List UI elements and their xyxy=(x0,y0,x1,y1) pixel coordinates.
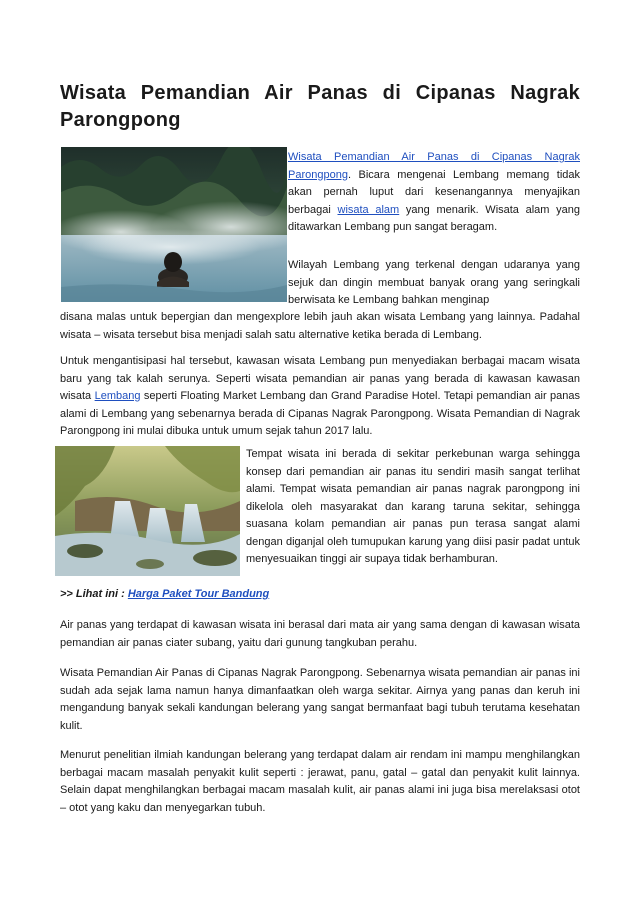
paragraph-new-attractions: Untuk mengantisipasi hal tersebut, kawasan wisata Lembang pun menyediakan berbagai macam wisata baru yang tak kalah serunya. Seperti wisata pemandian air panas yang berada di kawasan kawasan wisata Lembang seperti Floating Market Lembang dan Grand Paradise Hotel. Tetapi pemandian air panas alami di Lembang yang sebenarnya berada di Cipanas Nagrak Parongpong. Wisata Pemandian di Nagrak Parongpong ini mulai dibuka untuk umum sejak tahun 2017 lalu. xyxy=(60,355,580,437)
page-title: Wisata Pemandian Air Panas di Cipanas Nagrak Parongpong xyxy=(60,82,580,131)
harga-paket-tour-link[interactable]: Harga Paket Tour Bandung xyxy=(127,588,270,600)
paragraph-lembang-weather: Wilayah Lembang yang terkenal dengan udaranya yang sejuk dan dingin membuat banyak orang yang seringkali berwisata ke Lembang bahkan menginap xyxy=(288,259,580,306)
paragraph-location-concept: Tempat wisata ini berada di sekitar perkebunan warga sehingga konsep dari pemandian air panas itu sendiri masih sangat terlihat alami. Tempat wisata pemandian air panas nagrak parongpong ini dikelola oleh masyarakat dan karang taruna sekitar, sehingga suasana kolam pemandian air panas pun terasa sangat alami dengan diganjal oleh tumupukan karung yang diisi pasir padat untuk menyesuaikan tinggi air supaya tidak berhamburan. xyxy=(246,448,580,565)
see-also-line: >> Lihat ini : Harga Paket Tour Bandung xyxy=(60,588,270,600)
waterfall-pool-image xyxy=(55,446,240,576)
wisata-alam-link[interactable]: wisata alam xyxy=(337,203,400,216)
paragraph-history-benefits: Wisata Pemandian Air Panas di Cipanas Nagrak Parongpong. Sebenarnya wisata pemandian air panas ini sudah ada sejak lama namun hanya dimanfaatkan oleh warga sekitar. Airnya yang panas dan keruh ini mengandung banyak sekali kandungan belerang yang sangat bermanfaat bagi tubuh terutama kesehatan kulit. xyxy=(60,667,580,732)
title-link[interactable]: Wisata Pemandian Air Panas di Cipanas Nagrak Parongpong xyxy=(288,151,580,181)
paragraph-lembang-weather-continued: disana malas untuk bepergian dan mengexplore lebih jauh akan wisata Lembang yang lainnya. Padahal wisata – wisata tersebut bisa menjadi salah satu alternative ketika berada di Lembang. xyxy=(60,311,580,341)
paragraph-water-source: Air panas yang terdapat di kawasan wisata ini berasal dari mata air yang sama dengan di kawasan wisata pemandian air panas ciater subang, yaitu dari gunung tangkuban perahu. xyxy=(60,619,580,649)
lembang-link[interactable]: Lembang xyxy=(94,390,141,402)
intro-paragraph: Wisata Pemandian Air Panas di Cipanas Nagrak Parongpong. Bicara mengenai Lembang memang tidak akan pernah luput dari kesenangannya menyajikan berbagai wisata alam yang menarik. Wisata alam yang ditawarkan Lembang pun sangat beragam. xyxy=(288,151,580,233)
paragraph-research-benefits: Menurut penelitian ilmiah kandungan belerang yang terdapat dalam air rendam ini mampu menghilangkan berbagai macam masalah penyakit kulit seperti : jerawat, panu, gatal – gatal dan penyakit kulit lainnya. Selain dapat menghilangkan berbagai macam masalah kulit, air panas alami ini juga bisa merelaksasi otot – otot yang kaku dan menyegarkan tubuh. xyxy=(60,749,580,814)
hot-spring-bather-image xyxy=(61,147,287,302)
